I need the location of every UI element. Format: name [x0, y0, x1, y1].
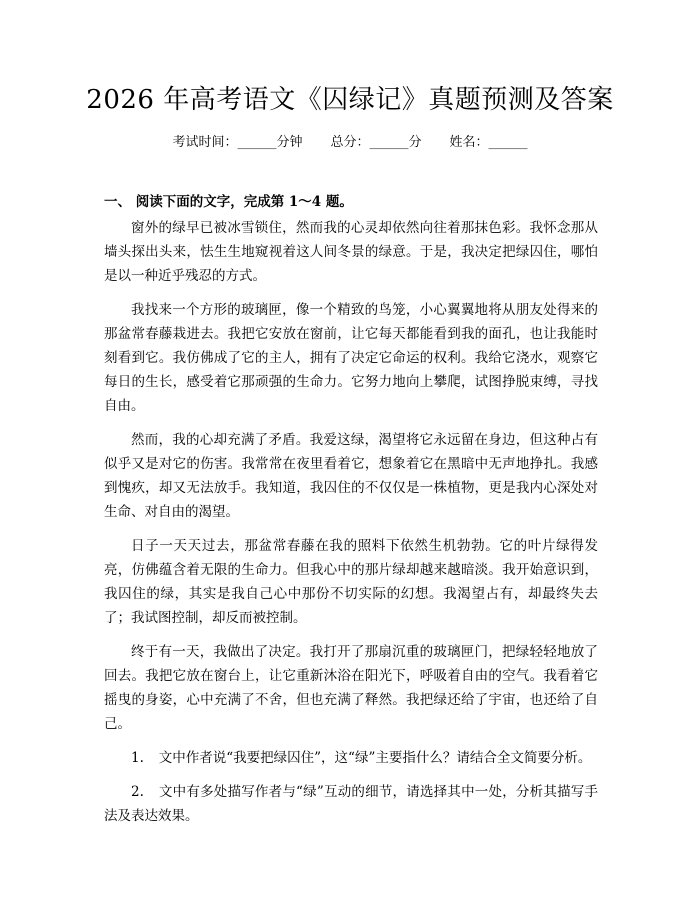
student-name-field: 姓名：______	[449, 135, 528, 150]
total-score-field: 总分：______分	[330, 135, 422, 150]
question-text: 文中作者说“我要把绿囚住”，这“绿”主要指什么？请结合全文简要分析。	[158, 750, 592, 766]
page-title: 2026 年高考语文《囚绿记》真题预测及答案	[86, 85, 614, 115]
question-item	[104, 746, 598, 770]
section-heading: 一、 阅读下面的文字，完成第 1～4 题。	[104, 194, 353, 210]
passage-paragraph: 终于有一天，我做出了决定。我打开了那扇沉重的玻璃匣门，把绿轻轻地放了回去。我把它放在窗台上，让它重新沐浴在阳光下，呼吸着自由的空气。我看着它摇曳的身姿，心中充满了不舍，但也充满了释然。我把绿还给了宇宙，也还给了自己。	[104, 644, 598, 732]
passage-paragraph: 日子一天天过去，那盆常春藤在我的照料下依然生机勃勃。它的叶片绿得发亮，仿佛蕴含着无限的生命力。但我心中的那片绿却越来越暗淡。我开始意识到，我囚住的绿，其实是我自己心中那份不切实际的幻想。我渴望占有，却最终失去了；我试图控制，却反而被控制。	[104, 538, 598, 626]
passage-paragraph: 然而，我的心却充满了矛盾。我爱这绿，渴望将它永远留在身边，但这种占有似乎又是对它的伤害。我常常在夜里看着它，想象着它在黑暗中无声地挣扎。我感到愧疚，却又无法放手。我知道，我囚住的不仅仅是一株植物，更是我内心深处对生命、对自由的渴望。	[104, 432, 598, 520]
question-item	[104, 780, 598, 828]
passage-paragraph: 窗外的绿早已被冰雪锁住，然而我的心灵却依然向往着那抹色彩。我怀念那从墙头探出头来，怯生生地窥视着这人间冬景的绿意。于是，我决定把绿囚住，哪怕是以一种近乎残忍的方式。	[104, 220, 598, 284]
passage-paragraph: 我找来一个方形的玻璃匣，像一个精致的鸟笼，小心翼翼地将从朋友处得来的那盆常春藤栽进去。我把它安放在窗前，让它每天都能看到我的面孔，也让我能时刻看到它。我仿佛成了它的主人，拥有了决定它命运的权利。我给它浇水，观察它每日的生长，感受着它那顽强的生命力。它努力地向上攀爬，试图挣脱束缚，寻找自由。	[104, 302, 598, 414]
reading-passage	[104, 216, 598, 838]
exam-info	[0, 134, 700, 152]
question-number: 2.	[131, 784, 144, 800]
exam-time-field: 考试时间：______分钟	[172, 135, 303, 150]
question-text: 文中有多处描写作者与“绿”互动的细节，请选择其中一处，分析其描写手法及表达效果。	[104, 784, 598, 824]
question-number: 1.	[131, 750, 144, 766]
